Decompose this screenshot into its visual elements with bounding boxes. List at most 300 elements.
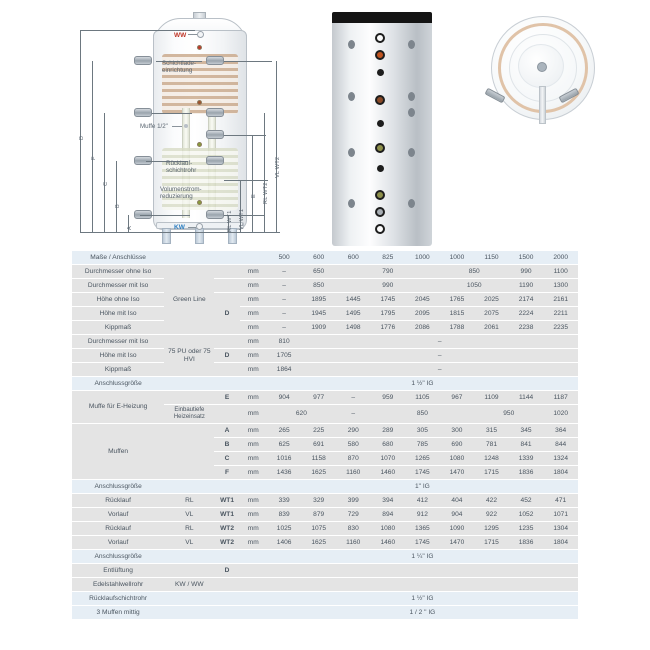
table-row (72, 606, 578, 619)
row-label: Kippmaß (72, 363, 164, 376)
table-row (72, 522, 578, 535)
cell: 1436 (267, 466, 302, 479)
tank-port-l4 (348, 199, 355, 208)
tank-center-port-1 (375, 33, 385, 43)
cell (267, 578, 578, 591)
cell: – (336, 391, 371, 404)
row-letter-e: E (214, 391, 239, 404)
cell: 870 (336, 452, 371, 465)
blank-unit (240, 606, 267, 619)
cell: 912 (405, 508, 440, 521)
label-ruecklauf-line2: schichtrohr (166, 167, 197, 174)
cell: 1265 (405, 452, 440, 465)
cell: – (301, 335, 578, 348)
cell: 1625 (301, 466, 336, 479)
blank-letter (214, 592, 239, 605)
cell: 850 (440, 265, 509, 278)
cell: 1109 (474, 391, 509, 404)
blank-letter (214, 606, 239, 619)
cell: 990 (336, 279, 440, 292)
blank-group (164, 377, 214, 390)
cell: – (267, 321, 302, 334)
col-header-1150: 1150 (474, 251, 509, 264)
cell: 904 (267, 391, 302, 404)
cell: 1144 (509, 391, 544, 404)
tank-foot-left (162, 228, 171, 244)
blank-letter (214, 550, 239, 563)
cell: 2211 (543, 307, 578, 320)
cell: 1020 (543, 405, 578, 423)
tank-center-port-3 (377, 69, 384, 76)
cell: 1804 (543, 536, 578, 549)
socket-right-4 (206, 156, 224, 165)
cell: 1745 (371, 293, 406, 306)
cell: 1498 (336, 321, 371, 334)
cell: 1052 (509, 508, 544, 521)
cell: 1815 (440, 307, 475, 320)
cell: 329 (301, 494, 336, 507)
cell: 1705 (267, 349, 302, 362)
dim-label-e: E (251, 194, 257, 198)
row-letter-f: F (214, 466, 239, 479)
table-row (72, 592, 578, 605)
dim-line-c (104, 113, 105, 233)
row-label: Kippmaß (72, 321, 164, 334)
dim-line-f (92, 61, 93, 233)
col-header-1000a: 1000 (405, 251, 440, 264)
tank-port-r2 (408, 92, 415, 101)
cell: 1836 (509, 536, 544, 549)
table-row (72, 536, 578, 549)
cell: 225 (301, 424, 336, 437)
cell: 1795 (371, 307, 406, 320)
col-header-500: 500 (267, 251, 302, 264)
dim-label-f: F (91, 156, 97, 160)
insulated-tank-top-cap (332, 12, 432, 23)
cell: 850 (371, 405, 475, 423)
tank-port-r4 (408, 148, 415, 157)
table-row (72, 578, 578, 591)
cell: 1715 (474, 466, 509, 479)
cell: 1788 (440, 321, 475, 334)
ww-leader (188, 34, 197, 35)
row-unit: mm (240, 293, 267, 306)
row-label: Vorlauf (72, 508, 164, 521)
cell: 1339 (509, 452, 544, 465)
row-label: Höhe mit Iso (72, 349, 164, 362)
cell: 300 (440, 424, 475, 437)
row-unit: mm (240, 466, 267, 479)
technical-drawing (78, 8, 328, 246)
row-group-kw-ww: KW / WW (164, 578, 214, 591)
table-header-row (72, 251, 578, 264)
cell: 620 (267, 405, 336, 423)
row-label: Anschlussgröße (72, 480, 164, 493)
table-row (72, 293, 578, 306)
cell: 1406 (267, 536, 302, 549)
blank-unit (240, 377, 267, 390)
group-75pu: 75 PU oder 75 HVI (164, 335, 214, 376)
cell: 315 (474, 424, 509, 437)
port-dot-kw (197, 200, 202, 205)
cell: 2238 (509, 321, 544, 334)
cell: 1495 (336, 307, 371, 320)
col-header-2000: 2000 (543, 251, 578, 264)
row-letter-c: C (214, 452, 239, 465)
cell: 2086 (405, 321, 440, 334)
label-schichtlade-line2: einrichtung (162, 67, 193, 74)
leader-right-1 (224, 61, 272, 62)
cell: 1745 (405, 466, 440, 479)
cell: 1158 (301, 452, 336, 465)
cell: 990 (509, 265, 544, 278)
cell: 1070 (371, 452, 406, 465)
row-label: Durchmesser mit Iso (72, 279, 164, 292)
row-unit: mm (240, 363, 267, 376)
cell: 305 (405, 424, 440, 437)
cell: – (267, 293, 302, 306)
row-letter-wt2: WT2 (214, 522, 239, 535)
cell: 1080 (371, 522, 406, 535)
tank-center-port-7 (377, 165, 384, 172)
cell: 1895 (301, 293, 336, 306)
blank-letter (214, 480, 239, 493)
cell: 977 (301, 391, 336, 404)
blank-unit (240, 592, 267, 605)
row-letter (214, 335, 239, 348)
cell: 729 (336, 508, 371, 521)
table-row (72, 494, 578, 507)
tank-center-port-4 (375, 95, 385, 105)
table-row (72, 279, 578, 292)
tank-port-l2 (348, 92, 355, 101)
cell: 1470 (440, 466, 475, 479)
leader-right-2 (224, 135, 266, 136)
blank-group (164, 480, 214, 493)
dim-line-a (128, 215, 129, 233)
row-label: Rücklaufschichtrohr (72, 592, 164, 605)
dim-line-e (252, 135, 253, 233)
cell: – (267, 265, 302, 278)
dim-line-rl-wt2 (264, 113, 265, 233)
cell: 2095 (405, 307, 440, 320)
blank-letter (214, 405, 239, 423)
dim-label-a: A (127, 226, 133, 230)
connection-size-value: 1 ½" IG (267, 377, 578, 390)
connection-size-value: 1" IG (267, 480, 578, 493)
col-header-1500: 1500 (509, 251, 544, 264)
row-group-vl: VL (164, 508, 214, 521)
blank-group (164, 606, 214, 619)
row-letter-d: D (214, 564, 239, 577)
cell: 830 (336, 522, 371, 535)
ww-port (197, 31, 204, 38)
cell: 1365 (405, 522, 440, 535)
cell: 1945 (301, 307, 336, 320)
table-row (72, 363, 578, 376)
cell: 1324 (543, 452, 578, 465)
row-label: Höhe ohne Iso (72, 293, 164, 306)
table-row (72, 508, 578, 521)
drawings-area (0, 0, 650, 248)
cell: 1300 (543, 279, 578, 292)
cell: 1470 (440, 536, 475, 549)
cell: 810 (267, 335, 302, 348)
tank-center-port-8 (375, 190, 385, 200)
cell: 1625 (301, 536, 336, 549)
cell: 339 (267, 494, 302, 507)
row-letter-wt2: WT2 (214, 536, 239, 549)
row-unit: mm (240, 452, 267, 465)
cell: 1160 (336, 536, 371, 549)
dim-line-vl-wt2 (276, 61, 277, 233)
label-kw: KW (174, 224, 185, 231)
col-header-1000b: 1000 (440, 251, 475, 264)
cell: 844 (543, 438, 578, 451)
cell: 959 (371, 391, 406, 404)
row-unit: mm (240, 508, 267, 521)
dim-label-d: D (79, 135, 85, 140)
cell: 1160 (336, 466, 371, 479)
cell: 394 (371, 494, 406, 507)
row-unit: mm (240, 438, 267, 451)
row-letter-d: D (214, 349, 239, 362)
row-unit: mm (240, 335, 267, 348)
socket-right-1 (206, 56, 224, 65)
col-header-825: 825 (371, 251, 406, 264)
table-row (72, 391, 578, 404)
row-label: Rücklauf (72, 522, 164, 535)
tank-port-r5 (408, 199, 415, 208)
row-label: 3 Muffen mittig (72, 606, 164, 619)
cell: 1804 (543, 466, 578, 479)
header-unit-blank (240, 251, 267, 264)
cell: 422 (474, 494, 509, 507)
row-unit: mm (240, 391, 267, 404)
cell: 1190 (509, 279, 544, 292)
cell: – (267, 307, 302, 320)
connection-size-row-3 (72, 550, 578, 563)
cell: 2235 (543, 321, 578, 334)
top-view-stem (539, 86, 546, 124)
cell: – (301, 363, 578, 376)
tank-foot-middle (195, 228, 204, 244)
cell: 922 (474, 508, 509, 521)
table-row (72, 307, 578, 320)
cell: 850 (301, 279, 336, 292)
blank-group (164, 391, 214, 404)
tank-center-port-10 (375, 224, 385, 234)
cell: 904 (440, 508, 475, 521)
blank-letter (214, 578, 239, 591)
row-letter (214, 279, 239, 292)
cell: 625 (267, 438, 302, 451)
cell: 1460 (371, 536, 406, 549)
cell: 967 (440, 391, 475, 404)
socket-left-1 (134, 56, 152, 65)
cell: 1909 (301, 321, 336, 334)
header-group-blank (164, 251, 214, 264)
socket-right-3 (206, 130, 224, 139)
cell: 691 (301, 438, 336, 451)
group-green-line: Green Line (164, 265, 214, 334)
label-ww: WW (174, 32, 187, 39)
cell: 841 (509, 438, 544, 451)
dim-label-b: B (115, 204, 121, 208)
row-unit: mm (240, 424, 267, 437)
row-label: Entlüftung (72, 564, 164, 577)
port-dot-ww (197, 45, 202, 50)
row-letter-b: B (214, 438, 239, 451)
cell: 1105 (405, 391, 440, 404)
cell: 2161 (543, 293, 578, 306)
cell: 781 (474, 438, 509, 451)
row-label: Anschlussgröße (72, 550, 164, 563)
leader-left-2 (152, 113, 192, 114)
blank-group (164, 564, 214, 577)
label-muffe-half: Muffe 1/2" (140, 123, 168, 130)
col-header-600a: 600 (301, 251, 336, 264)
row-unit: mm (240, 405, 267, 423)
cell: 790 (336, 265, 440, 278)
cell: 1776 (371, 321, 406, 334)
row-label-muffen: Muffen (72, 424, 164, 479)
cell: 879 (301, 508, 336, 521)
row-unit: mm (240, 349, 267, 362)
cell: 580 (336, 438, 371, 451)
tank-center-port-9 (375, 207, 385, 217)
port-dot-mid-upper (197, 100, 202, 105)
tank-port-l1 (348, 40, 355, 49)
cell: 1075 (301, 522, 336, 535)
cell: 1025 (267, 522, 302, 535)
cell: 452 (509, 494, 544, 507)
tank-port-r1 (408, 40, 415, 49)
cell: 1304 (543, 522, 578, 535)
cell: 1 / 2 " IG (267, 606, 578, 619)
row-group-rl: RL (164, 522, 214, 535)
row-label: Durchmesser ohne Iso (72, 265, 164, 278)
dim-baseline-right (228, 232, 280, 233)
cell: 2075 (474, 307, 509, 320)
top-view-center-hub (537, 62, 547, 72)
cell: 1445 (336, 293, 371, 306)
cell: 1765 (440, 293, 475, 306)
table-row (72, 349, 578, 362)
group-einbautiefe: Einbautiefe Heizeinsatz (164, 405, 214, 423)
leader-right-3 (224, 180, 268, 181)
table-row (72, 424, 578, 437)
row-letter-wt1: WT1 (214, 494, 239, 507)
row-label: Höhe mit Iso (72, 307, 164, 320)
cell: 1187 (543, 391, 578, 404)
cell: 1248 (474, 452, 509, 465)
cell: 2045 (405, 293, 440, 306)
cell: 785 (405, 438, 440, 451)
cell: 839 (267, 508, 302, 521)
blank-group (164, 592, 214, 605)
cell: 1080 (440, 452, 475, 465)
connection-size-row-2 (72, 480, 578, 493)
header-label: Maße / Anschlüsse (72, 251, 164, 264)
cell: 399 (336, 494, 371, 507)
connection-size-row-1 (72, 377, 578, 390)
muffe-half-leader (172, 126, 182, 127)
blank-group (164, 550, 214, 563)
cell: 345 (509, 424, 544, 437)
row-unit: mm (240, 321, 267, 334)
row-label: Durchmesser mit Iso (72, 335, 164, 348)
cell: 950 (474, 405, 543, 423)
cell: – (267, 279, 302, 292)
label-ruecklauf-line1: Rücklauf- (166, 160, 193, 167)
cell: 2025 (474, 293, 509, 306)
tank-port-l3 (348, 148, 355, 157)
cell: 1016 (267, 452, 302, 465)
row-letter-a: A (214, 424, 239, 437)
cell: 1090 (440, 522, 475, 535)
row-unit: mm (240, 536, 267, 549)
cell: 650 (301, 265, 336, 278)
row-letter-d: D (214, 293, 239, 334)
label-volumenstrom-line1: Volumenstrom- (160, 186, 202, 193)
header-letter-blank (214, 251, 239, 264)
cell: 1460 (371, 466, 406, 479)
row-letter (214, 265, 239, 278)
cell: 412 (405, 494, 440, 507)
cell: 1235 (509, 522, 544, 535)
tank-top-view (487, 14, 602, 126)
cell: 1864 (267, 363, 302, 376)
dim-line-d (80, 30, 81, 233)
tank-port-r3 (408, 108, 415, 117)
blank-unit (240, 550, 267, 563)
tank-center-port-5 (377, 120, 384, 127)
col-header-600b: 600 (336, 251, 371, 264)
row-letter (214, 363, 239, 376)
label-volumenstrom-line2: reduzierung (160, 193, 193, 200)
cell: 2174 (509, 293, 544, 306)
dim-line-b (116, 161, 117, 233)
cell: 364 (543, 424, 578, 437)
row-group-vl: VL (164, 536, 214, 549)
cell: – (301, 349, 578, 362)
row-label: Anschlussgröße (72, 377, 164, 390)
row-unit: mm (240, 279, 267, 292)
connection-size-value: 1 ¼" IG (267, 550, 578, 563)
row-unit: mm (240, 307, 267, 320)
cell: 1071 (543, 508, 578, 521)
table-row (72, 564, 578, 577)
table-row (72, 335, 578, 348)
cell (267, 564, 578, 577)
socket-right-5 (206, 210, 224, 219)
blank-unit (240, 480, 267, 493)
socket-right-2 (206, 108, 224, 117)
cell: 471 (543, 494, 578, 507)
cell: 1295 (474, 522, 509, 535)
cell: 1836 (509, 466, 544, 479)
cell: 1715 (474, 536, 509, 549)
cell: 690 (440, 438, 475, 451)
cell: 2061 (474, 321, 509, 334)
row-label-eheizung: Muffe für E-Heizung (72, 391, 164, 423)
cell: 894 (371, 508, 406, 521)
port-dot-mid-lower (197, 142, 202, 147)
cell: 1745 (405, 536, 440, 549)
cell: 1 ½" IG (267, 592, 578, 605)
dim-topline (80, 30, 195, 31)
